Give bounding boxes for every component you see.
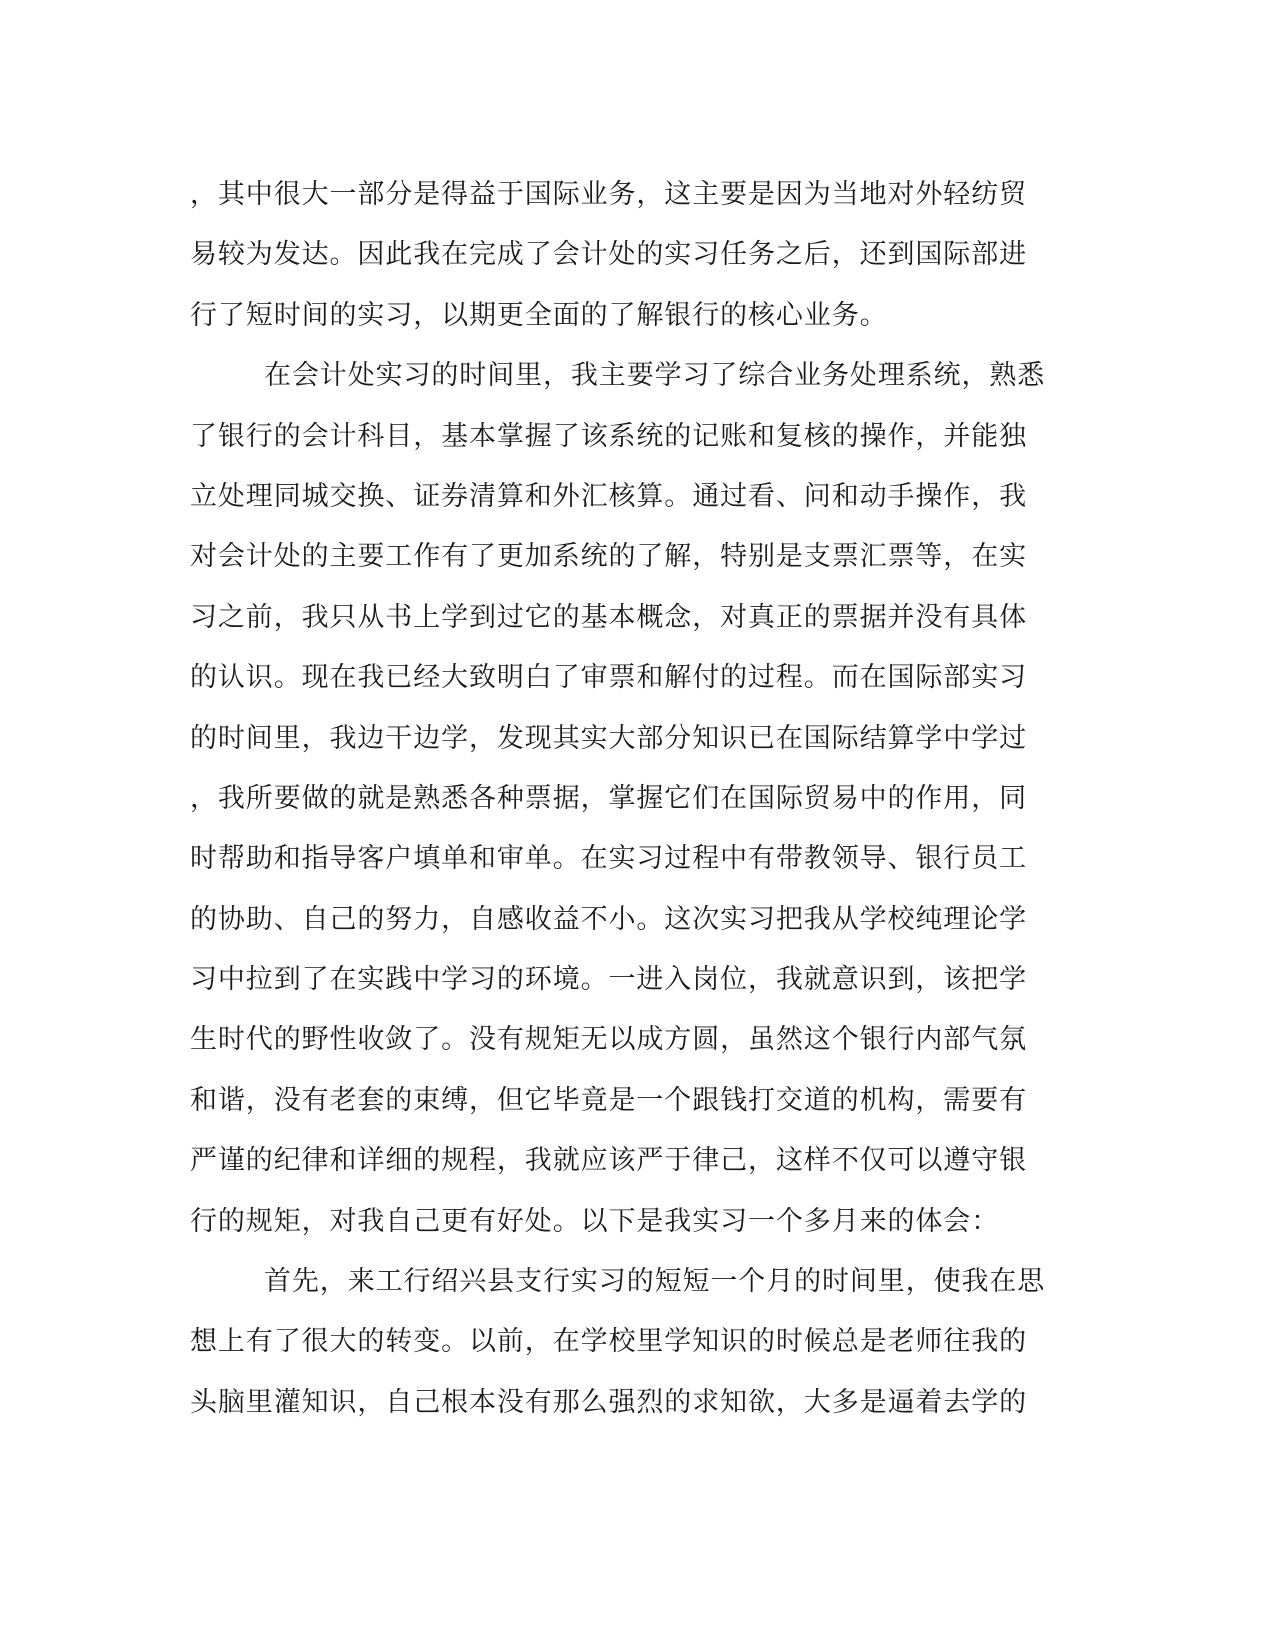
text-line: 和谐，没有老套的束缚，但它毕竟是一个跟钱打交道的机构，需要有 (190, 1084, 1027, 1116)
paragraph-start-line: 首先，来工行绍兴县支行实习的短短一个月的时间里，使我在思 (264, 1266, 1046, 1298)
text-line: 时帮助和指导客户填单和审单。在实习过程中有带教领导、银行员工 (190, 843, 1027, 875)
text-line: 的协助、自己的努力，自感收益不小。这次实习把我从学校纯理论学 (190, 903, 1027, 935)
text-line: 的认识。现在我已经大致明白了审票和解付的过程。而在国际部实习 (190, 662, 1027, 694)
text-line: 严谨的纪律和详细的规程，我就应该严于律己，这样不仅可以遵守银 (190, 1145, 1027, 1177)
text-line: 的时间里，我边干边学，发现其实大部分知识已在国际结算学中学过 (190, 722, 1027, 754)
text-line: 头脑里灌知识，自己根本没有那么强烈的求知欲，大多是逼着去学的 (190, 1386, 1027, 1418)
text-line: ，其中很大一部分是得益于国际业务，这主要是因为当地对外轻纺贸 (190, 179, 1027, 210)
text-line: 了银行的会计科目，基本掌握了该系统的记账和复核的操作，并能独 (190, 420, 1027, 452)
text-line: ，我所要做的就是熟悉各种票据，掌握它们在国际贸易中的作用，同 (190, 782, 1027, 814)
paragraph-start-line: 在会计处实习的时间里，我主要学习了综合业务处理系统，熟悉 (264, 360, 1046, 392)
body-text (190, 165, 1090, 1433)
text-line: 习中拉到了在实践中学习的环境。一进入岗位，我就意识到，该把学 (190, 964, 1027, 996)
text-line: 生时代的野性收敛了。没有规矩无以成方圆，虽然这个银行内部气氛 (190, 1024, 1027, 1056)
text-line: 对会计处的主要工作有了更加系统的了解，特别是支票汇票等，在实 (190, 541, 1027, 573)
text-line: 想上有了很大的转变。以前，在学校里学知识的时候总是老师往我的 (190, 1326, 1027, 1358)
text-line: 易较为发达。因此我在完成了会计处的实习任务之后，还到国际部进 (190, 239, 1027, 271)
text-line: 习之前，我只从书上学到过它的基本概念，对真正的票据并没有具体 (190, 601, 1027, 633)
text-line: 行的规矩，对我自己更有好处。以下是我实习一个多月来的体会： (190, 1205, 1000, 1237)
text-line: 行了短时间的实习，以期更全面的了解银行的核心业务。 (190, 299, 888, 331)
text-line: 立处理同城交换、证券清算和外汇核算。通过看、问和动手操作，我 (190, 480, 1027, 512)
